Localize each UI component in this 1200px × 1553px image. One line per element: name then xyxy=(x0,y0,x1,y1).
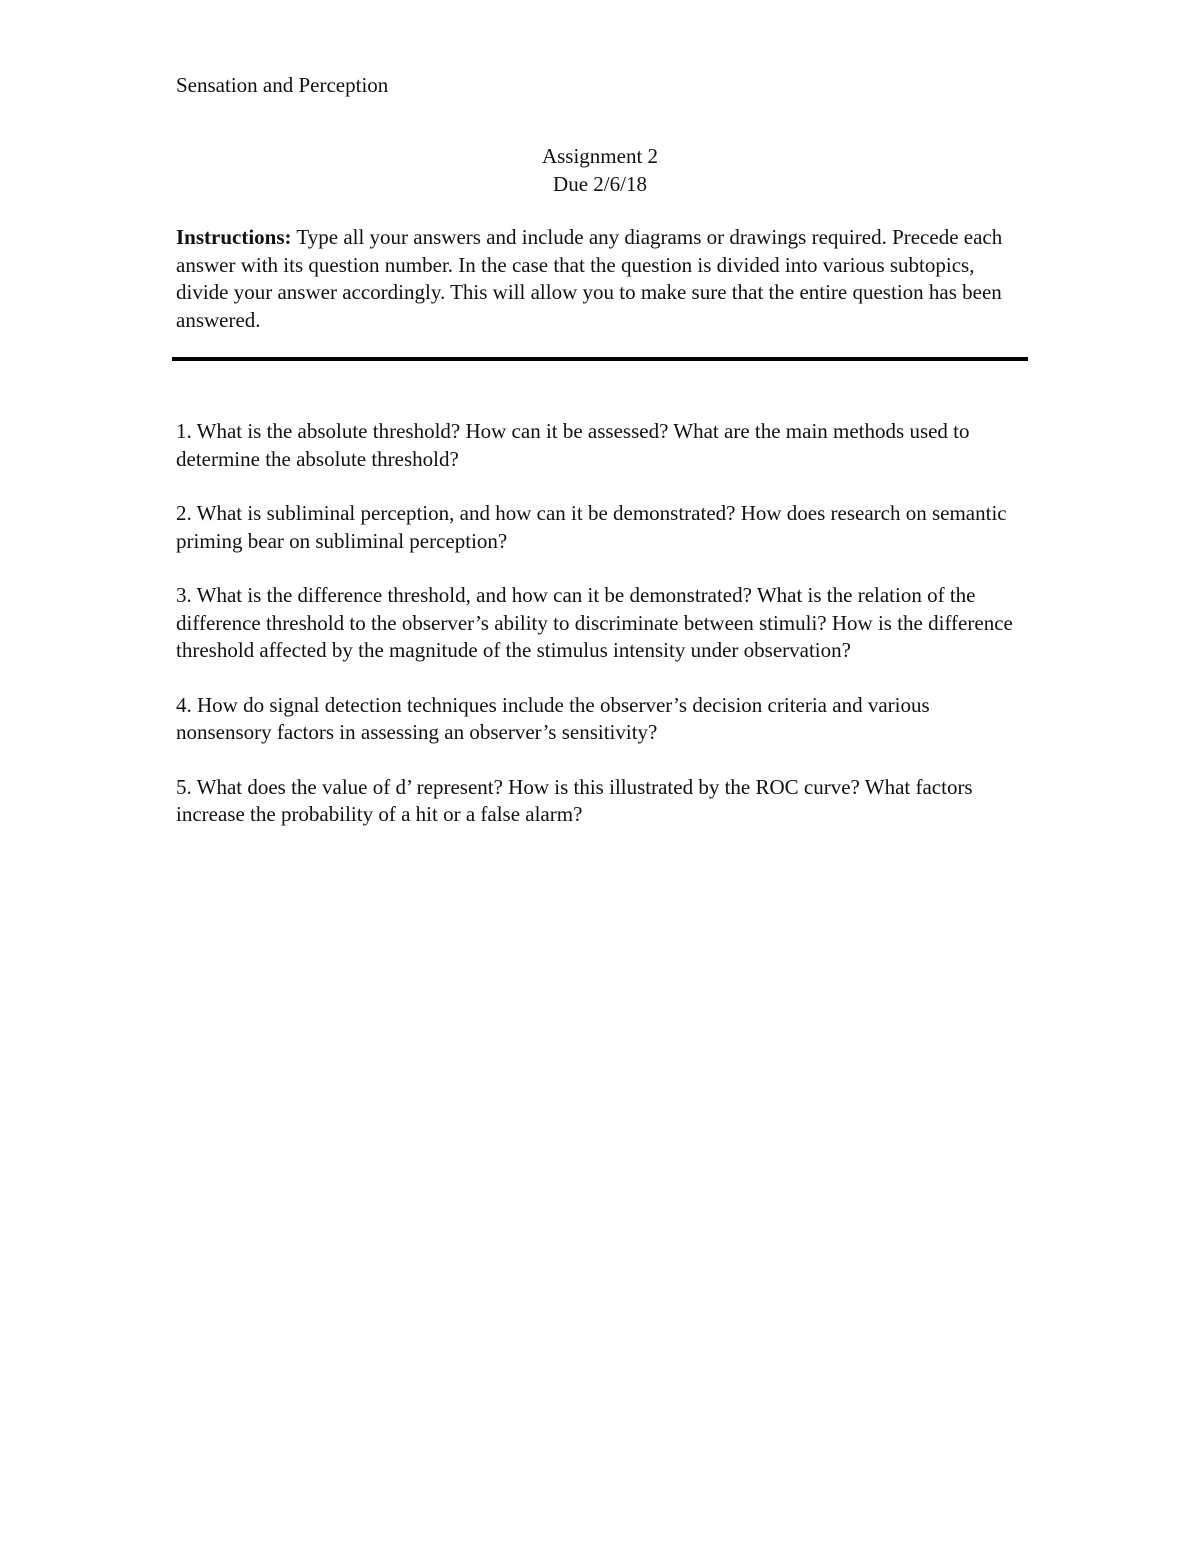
question-list xyxy=(176,418,1026,856)
due-date: Due 2/6/18 xyxy=(553,172,647,196)
question-3: 3. What is the difference threshold, and how can it be demonstrated? What is the relation of the difference threshold to the observer’s ability to discriminate between stimuli? How is the difference threshold affected by the magnitude of the stimulus intensity under observation? xyxy=(176,583,1013,662)
instructions-label: Instructions: xyxy=(176,225,292,249)
question-1: 1. What is the absolute threshold? How can it be assessed? What are the main methods used to determine the absolute threshold? xyxy=(176,419,970,471)
course-title: Sensation and Perception xyxy=(176,73,389,97)
instructions-paragraph xyxy=(176,224,1026,334)
question-4: 4. How do signal detection techniques include the observer’s decision criteria and various nonsensory factors in assessing an observer’s sensitivity? xyxy=(176,692,930,744)
assignment-title: Assignment 2 xyxy=(541,144,659,168)
instructions-text: Type all your answers and include any diagrams or drawings required. Precede each answer with its question number. In the case that the question is divided into various subtopics, divide your answer accordingly. This will allow you to make sure that the entire question has been answered. xyxy=(176,225,1003,332)
horizontal-divider xyxy=(172,357,1028,361)
question-5: 5. What does the value of d’ represent? How is this illustrated by the ROC curve? What factors increase the probability of a hit or a false alarm? xyxy=(176,774,973,826)
assignment-heading xyxy=(0,142,1200,198)
question-2: 2. What is subliminal perception, and how can it be demonstrated? How does research on semantic priming bear on subliminal perception? xyxy=(176,501,1007,553)
